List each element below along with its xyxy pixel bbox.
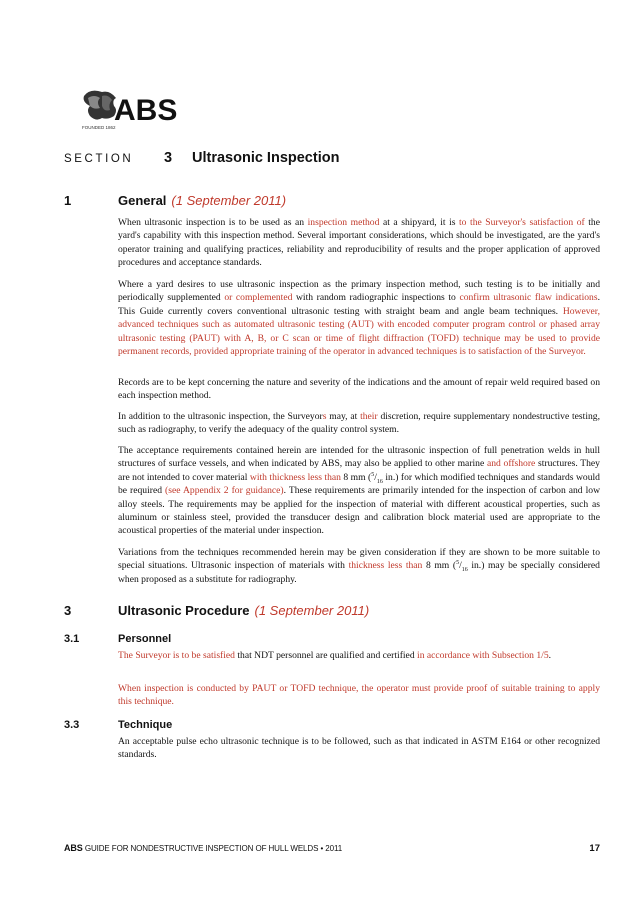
paragraph: The Surveyor is to be satisfied that NDT personnel are qualified and certified in accordance with Subsection 1/5. [118, 650, 552, 661]
paragraph: Variations from the techniques recommended herein may be given consideration if they are shown to be more suitable to special situations. Ultrasonic inspection of materials with thickness less than 8 mm ($^5/_{16}$ in.) may be specially considered when proposed as a substitute for radiography. [118, 547, 600, 585]
footer-brand: ABS [64, 843, 83, 853]
footer-title [64, 843, 342, 853]
paragraph: In addition to the ultrasonic inspection, the Surveyors may, at their discretion, require supplementary nondestructive testing, such as radiography, to verify the adequacy of the quality control system. [118, 411, 600, 436]
paragraph: An acceptable pulse echo ultrasonic technique is to be followed, such as that indicated in ASTM E164 or other recognized standards. [118, 736, 600, 761]
section-word: SECTION [64, 153, 134, 165]
section-title: Ultrasonic Inspection [192, 150, 340, 166]
heading-general [64, 193, 286, 208]
heading-title: Technique [118, 719, 173, 731]
heading-date: (1 September 2011) [254, 603, 370, 618]
paragraph: Records are to be kept concerning the nature and severity of the indications and the amount of repair weld required based on each inspection method. [118, 377, 600, 402]
section-header [64, 150, 339, 166]
paragraph: The acceptance requirements contained herein are intended for the ultrasonic inspection of full penetration welds in hull structures of surface vessels, and when indicated by ABS, may also be applied to other marine and offshore structures. They are not intended to cover material with thickness less than 8 mm ($^5/_{16}$ in.) for which modified techniques and standards would be required (see Appendix 2 for guidance). These requirements are primarily intended for the inspection of carbon and low alloy steels. The requirements may be applied for the inspection of material with different acoustical properties, such as aluminum or stainless steel, provided the transducer design and calibration block material used are appropriate to the acoustical properties of the material under inspection. [118, 445, 601, 537]
paragraph: Where a yard desires to use ultrasonic inspection as the primary inspection method, such testing is to be initially and periodically supplemented or complemented with random radiographic inspections to confirm ultrasonic flaw indications. This Guide currently covers conventional ultrasonic testing with straight beam and angle beam techniques. However, advanced techniques such as automated ultrasonic testing (AUT) with encoded computer program control or phased array ultrasonic testing (PAUT) with A, B, or C scan or time of flight diffraction (TOFD) technique may be used to provide permanent records, provided appropriate training of the operator in advanced techniques is to satisfaction of the Surveyor. [118, 279, 600, 358]
heading-number: 1 [64, 193, 72, 208]
logo-text: ABS [114, 94, 178, 127]
abs-logo [80, 86, 200, 132]
heading-title: General [118, 193, 167, 208]
heading-number: 3.1 [64, 633, 80, 645]
page-number: 17 [589, 843, 600, 854]
page-footer [64, 843, 600, 854]
heading-number: 3.3 [64, 719, 80, 731]
heading-number: 3 [64, 603, 72, 618]
heading-technique [64, 719, 172, 731]
logo-founded-text: FOUNDED 1862 [82, 125, 116, 130]
section-number: 3 [164, 150, 173, 166]
paragraph: When inspection is conducted by PAUT or TOFD technique, the operator must provide proof of suitable training to apply this technique. [118, 683, 600, 708]
eagle-logo-icon [80, 86, 200, 132]
heading-title: Personnel [118, 633, 172, 645]
heading-date: (1 September 2011) [171, 193, 287, 208]
footer-text: GUIDE FOR NONDESTRUCTIVE INSPECTION OF HULL WELDS • 2011 [84, 844, 343, 853]
heading-ultrasonic-procedure [64, 603, 369, 618]
heading-title: Ultrasonic Procedure [118, 603, 250, 618]
paragraph: When ultrasonic inspection is to be used as an inspection method at a shipyard, it is to the Surveyor's satisfaction of the yard's capability with this inspection method. Several important considerations, which should be investigated, are the yard's operator training and qualifying practices, reliability and reproducibility of results and the proper application of approved procedures and acceptance standards. [118, 217, 600, 269]
heading-personnel [64, 633, 171, 645]
